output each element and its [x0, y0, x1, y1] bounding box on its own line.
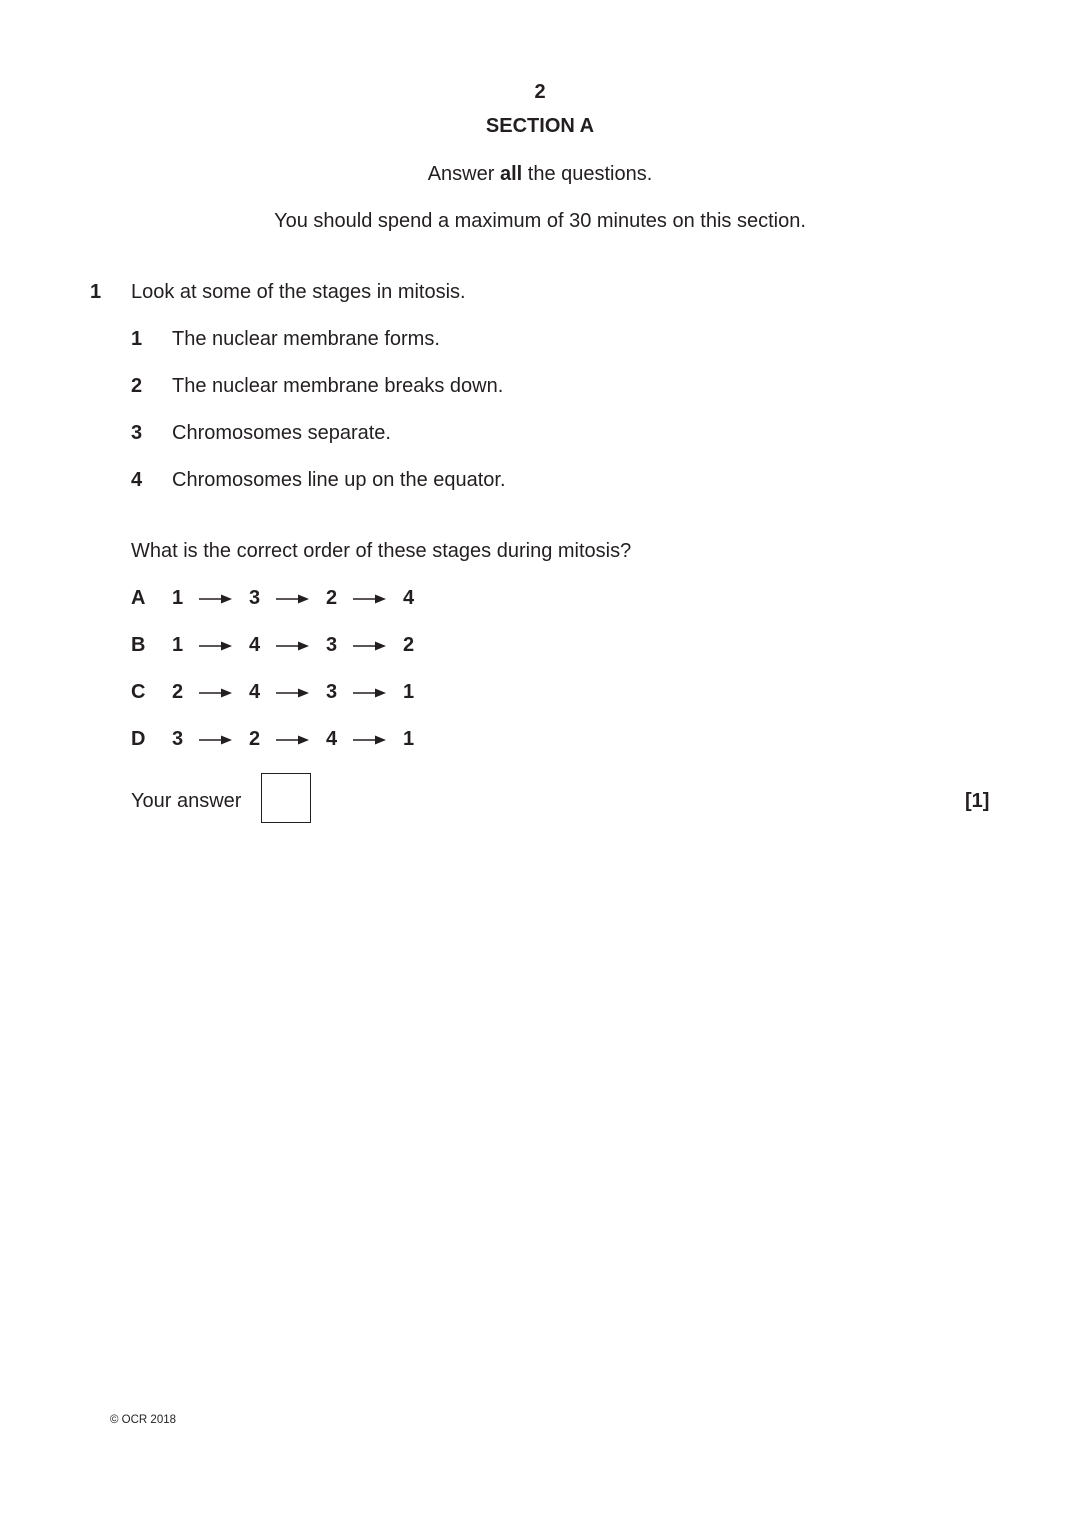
option-step: 1: [403, 728, 415, 750]
stage-number: 2: [131, 375, 143, 397]
right-arrow-icon: [353, 593, 387, 605]
option-step: 1: [172, 634, 184, 656]
right-arrow-icon: [199, 593, 233, 605]
right-arrow-icon: [276, 687, 310, 699]
copyright-footer: © OCR 2018: [110, 1414, 177, 1426]
answer-label: Your answer: [131, 790, 242, 812]
answer-box[interactable]: [261, 773, 311, 823]
option-letter: C: [131, 681, 146, 703]
instructions-answer-all: [0, 162, 1080, 186]
option-letter: D: [131, 728, 146, 750]
right-arrow-icon: [199, 687, 233, 699]
option-step: 2: [172, 681, 184, 703]
right-arrow-icon: [353, 640, 387, 652]
stage-text: The nuclear membrane forms.: [172, 328, 440, 350]
option-step: 3: [172, 728, 184, 750]
section-title: SECTION A: [485, 115, 595, 137]
option-step: 2: [249, 728, 261, 750]
stage-number: 3: [131, 422, 143, 444]
option-letter: A: [131, 587, 146, 609]
option-step: 1: [403, 681, 415, 703]
right-arrow-icon: [276, 640, 310, 652]
right-arrow-icon: [276, 593, 310, 605]
instructions-answer-post: the questions.: [527, 163, 653, 185]
option-step: 4: [249, 681, 261, 703]
option-step: 2: [326, 587, 338, 609]
question-stem: Look at some of the stages in mitosis.: [131, 281, 466, 303]
instructions-answer-bold: all: [499, 163, 523, 185]
right-arrow-icon: [199, 734, 233, 746]
option-step: 3: [249, 587, 261, 609]
option-step: 1: [172, 587, 184, 609]
stage-number: 4: [131, 469, 143, 491]
right-arrow-icon: [199, 640, 233, 652]
page-number: 2: [534, 81, 546, 103]
option-letter: B: [131, 634, 146, 656]
stage-text: Chromosomes line up on the equator.: [172, 469, 506, 491]
option-step: 4: [249, 634, 261, 656]
question-number: 1: [90, 281, 102, 303]
instructions-time-note: You should spend a maximum of 30 minutes on this section.: [274, 210, 806, 232]
option-step: 4: [326, 728, 338, 750]
stage-text: Chromosomes separate.: [172, 422, 391, 444]
option-step: 3: [326, 681, 338, 703]
stage-text: The nuclear membrane breaks down.: [172, 375, 504, 397]
instructions-answer-pre: Answer: [427, 163, 495, 185]
right-arrow-icon: [353, 734, 387, 746]
right-arrow-icon: [276, 734, 310, 746]
stage-number: 1: [131, 328, 143, 350]
option-step: 2: [403, 634, 415, 656]
marks-indicator: [1]: [965, 790, 990, 812]
option-step: 3: [326, 634, 338, 656]
right-arrow-icon: [353, 687, 387, 699]
option-step: 4: [403, 587, 415, 609]
question-prompt: What is the correct order of these stages during mitosis?: [131, 540, 632, 562]
